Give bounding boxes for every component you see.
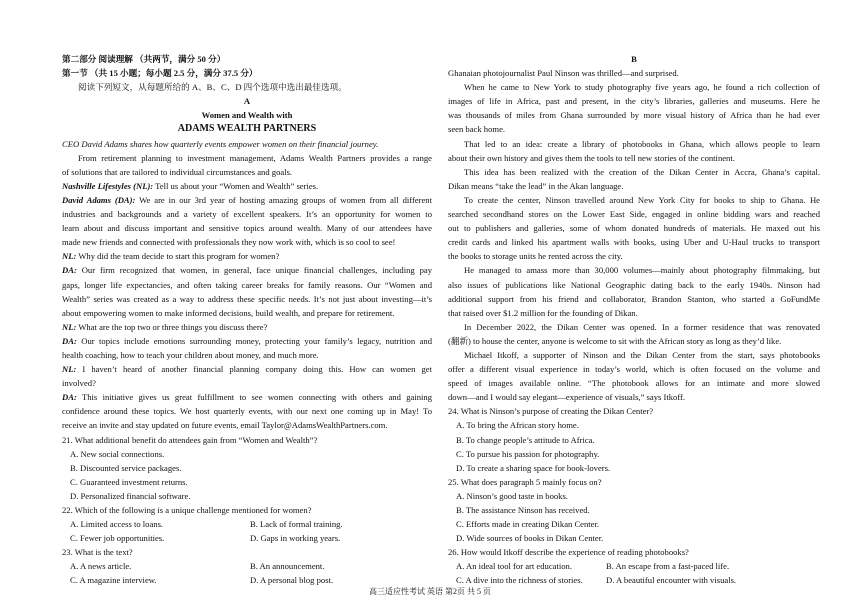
q23-option-a: A. A news article.	[70, 561, 132, 572]
q25-option-c: C. Efforts made in creating Dikan Center.	[456, 519, 600, 530]
interview-line	[62, 193, 432, 207]
question-23: 23. What is the text?	[62, 547, 133, 558]
interview-line	[62, 179, 432, 193]
passage-a-letter: A	[243, 96, 251, 107]
question-26: 26. How would Itkoff describe the experience of reading photobooks?	[448, 547, 689, 558]
paragraph-line: receive an invite and stay updated on future events, email Taylor@AdamsWealthPartners.com.	[62, 420, 388, 431]
paragraph-line: images of life in Africa, past and present, in the city’s libraries, galleries and museums. Here he	[448, 96, 820, 107]
q22-option-a: A. Limited access to loans.	[70, 519, 164, 530]
paragraph-line: To create the center, Ninson travelled around New York City for books to ship to Ghana. He	[464, 194, 820, 205]
paragraph-line: credit cards and linked his apartment walls with books, using Uber and U-Haul trucks to transport	[448, 237, 820, 248]
q24-option-c: C. To pursue his passion for photography.	[456, 448, 600, 459]
q23-option-d: D. A personal blog post.	[250, 575, 334, 586]
q24-option-a: A. To bring the African story home.	[456, 420, 579, 431]
passage-a-title-line1: Women and Wealth with	[201, 110, 293, 121]
paragraph-line: learn about and discuss important and sensitive topics around wealth. Many of our attendees have	[62, 223, 432, 234]
paragraph-line: (翻新) to house the center, anyone is welcome to sit with the African story as long as they’d like.	[448, 335, 782, 346]
q24-option-b: B. To change people’s attitude to Africa.	[456, 434, 595, 445]
speaker-label: NL:	[62, 364, 77, 375]
paragraph-line: Wealth” series was created as a way to address these specific needs. It’s not just about investing—it’s	[62, 293, 432, 304]
q26-option-c: C. A dive into the richness of stories.	[456, 575, 583, 586]
paragraph-line: confidence around these topics. We host quarterly events, with our next one coming up in May! To	[62, 406, 432, 417]
speaker-label: Nashville Lifestyles (NL):	[62, 180, 154, 191]
q26-option-a: A. An ideal tool for art education.	[456, 561, 572, 572]
q21-option-a: A. New social connections.	[70, 448, 165, 459]
paragraph-line: the books to storage units he rented across the city.	[448, 251, 623, 262]
speaker-text: What are the top two or three things you discuss there?	[76, 321, 268, 332]
speaker-label: DA:	[62, 265, 77, 276]
paragraph-line: made new friends and connected with professionals they now work with, which is so cool to see!	[62, 237, 396, 248]
paragraph-line: searched secondhand stores on the Lower East Side, engaged in online bidding wars and reached	[448, 209, 820, 220]
q22-option-c: C. Fewer job opportunities.	[70, 533, 165, 544]
paragraph-line: From retirement planning to investment management, Adams Wealth Partners provides a range	[78, 152, 432, 163]
paragraph-line: gaps, longer life expectancies, and often taking career breaks for family reasons. Our “Women and	[62, 279, 432, 290]
paragraph-line: He managed to amass more than 30,000 volumes—mainly about photography filmmaking, but	[464, 265, 820, 276]
paragraph-line: also issues of publications like National Geographic dating back to the early 1940s. Ninson had	[448, 279, 820, 290]
paragraph-line: was thousands of miles from Ghana surrounded by more visual history of Africa than he had ever	[448, 110, 820, 121]
q26-options-row	[448, 559, 820, 573]
paragraph-line: additional support from his friend and collaborator, Brandon Stanton, who started a GoFundMe	[448, 293, 820, 304]
speaker-text: Tell us about your “Women and Wealth” series.	[153, 180, 319, 191]
paragraph-line: involved?	[62, 378, 96, 389]
speaker-label: DA:	[62, 335, 77, 346]
q22-options-row	[62, 531, 432, 545]
paragraph-line: industries and backgrounds and a variety of excellent speakers. It’s an opportunity for women to	[62, 209, 432, 220]
interview-line	[62, 334, 432, 348]
right-column	[448, 52, 820, 588]
q22-option-b: B. Lack of formal training.	[250, 519, 343, 530]
q25-option-d: D. Wide sources of books in Dikan Center.	[456, 533, 604, 544]
speaker-text: Our topics include emotions surrounding money, protecting your family’s legacy, nutrition and	[76, 335, 432, 346]
q21-option-d: D. Personalized financial software.	[70, 490, 191, 501]
q23-option-b: B. An announcement.	[250, 561, 325, 572]
paragraph-line: Ghanaian photojournalist Paul Ninson was thrilled—and surprised.	[448, 68, 679, 79]
paragraph-line: speed of images available online. “The photobook allows for an intimate and more slowed	[448, 378, 820, 389]
paragraph-line: Michael Itkoff, a supporter of Ninson and the Dikan Center from the start, says photobooks	[464, 349, 820, 360]
paragraph-line: of solutions that are tailored to individual circumstances and goals.	[62, 166, 293, 177]
q22-option-d: D. Gaps in working years.	[250, 533, 341, 544]
q23-options-row	[62, 559, 432, 573]
question-25: 25. What does paragraph 5 mainly focus on?	[448, 476, 602, 487]
paragraph-line: down—and I would say elegant—experience of visuals,” says Itkoff.	[448, 392, 686, 403]
interview-line	[62, 362, 432, 376]
speaker-label: NL:	[62, 321, 77, 332]
paragraph-line: offer a different visual experience in today’s world, which is often focused on the volume and	[448, 364, 820, 375]
speaker-text: Why did the team decide to start this program for women?	[76, 251, 280, 262]
speaker-label: DA:	[62, 392, 77, 403]
passage-b-letter: B	[631, 54, 637, 64]
interview-line	[62, 390, 432, 404]
paragraph-line: That led to an idea: create a library of photobooks in Ghana, which allows people to learn	[464, 138, 820, 149]
paragraph-line: When he came to New York to study photography five years ago, he found a rich collection of	[464, 82, 820, 93]
q25-option-a: A. Ninson’s good taste in books.	[456, 490, 568, 501]
paragraph-line: seen back home.	[448, 124, 506, 135]
q21-option-b: B. Discounted service packages.	[70, 462, 182, 473]
q21-option-c: C. Guaranteed investment returns.	[70, 476, 188, 487]
q26-option-b: B. An escape from a fast-paced life.	[606, 561, 730, 572]
question-24: 24. What is Ninson’s purpose of creating the Dikan Center?	[448, 406, 654, 417]
page-footer: 高三适应性考试 英语 第2页 共 5 页	[369, 587, 491, 596]
paragraph-line: Dikan means “take the lead” in the Akan language.	[448, 180, 624, 191]
interview-line	[62, 263, 432, 277]
section-heading: 第一节 （共 15 小题；每小题 2.5 分，满分 37.5 分）	[62, 68, 258, 79]
paragraph-line: In December 2022, the Dikan Center was opened. In a former residence that was renovated	[464, 321, 820, 332]
passage-a-title-line2: ADAMS WEALTH PARTNERS	[177, 123, 317, 135]
q25-option-b: B. The assistance Ninson has received.	[456, 505, 590, 515]
q24-option-d: D. To create a sharing space for book-lovers.	[456, 462, 611, 473]
paragraph-line: out to publishers and galleries, some of whom donated hundreds of materials. He maxed out his	[448, 223, 820, 234]
paragraph-line: about their own history and gives them the tools to tell new stories of the continent.	[448, 152, 735, 163]
paragraph-line: This idea has been realized with the creation of the Dikan Center in Accra, Ghana’s capital.	[464, 166, 820, 177]
speaker-label: David Adams (DA):	[62, 194, 136, 205]
paragraph-line: about empowering women to make informed decisions, build wealth, and prepare for retirement.	[62, 307, 395, 318]
speaker-label: NL:	[62, 251, 77, 262]
speaker-text: I haven’t heard of another financial planning company doing this. How can women get	[76, 364, 432, 375]
question-21: 21. What additional benefit do attendees gain from “Women and Wealth”?	[62, 434, 318, 445]
left-column	[62, 52, 432, 588]
interview-line	[62, 249, 432, 263]
part-heading: 第二部分 阅读理解 （共两节，满分 50 分）	[62, 54, 226, 64]
paragraph-line: that raised over $1.2 million for the founding of Dikan.	[448, 307, 638, 318]
q22-options-row	[62, 517, 432, 531]
speaker-text: This initiative gives us great fulfillment to see women connecting with others and gaining	[76, 392, 432, 403]
interview-line	[62, 320, 432, 334]
passage-a-subtitle: CEO David Adams shares how quarterly events empower women on their financial journey.	[62, 138, 379, 149]
paragraph-line: health coaching, how to teach your children about money, and much more.	[62, 349, 319, 360]
question-22: 22. Which of the following is a unique challenge mentioned for women?	[62, 505, 312, 515]
q26-option-d: D. A beautiful encounter with visuals.	[606, 575, 737, 586]
q23-option-c: C. A magazine interview.	[70, 575, 157, 586]
reading-instruction: 阅读下列短文，从每题所给的 A、B、C、D 四个选项中选出最佳选项。	[78, 82, 347, 93]
speaker-text: Our firm recognized that women, in general, face unique financial challenges, including pay	[76, 265, 432, 276]
speaker-text: We are in our 3rd year of hosting amazing groups of women from all different	[135, 194, 432, 205]
